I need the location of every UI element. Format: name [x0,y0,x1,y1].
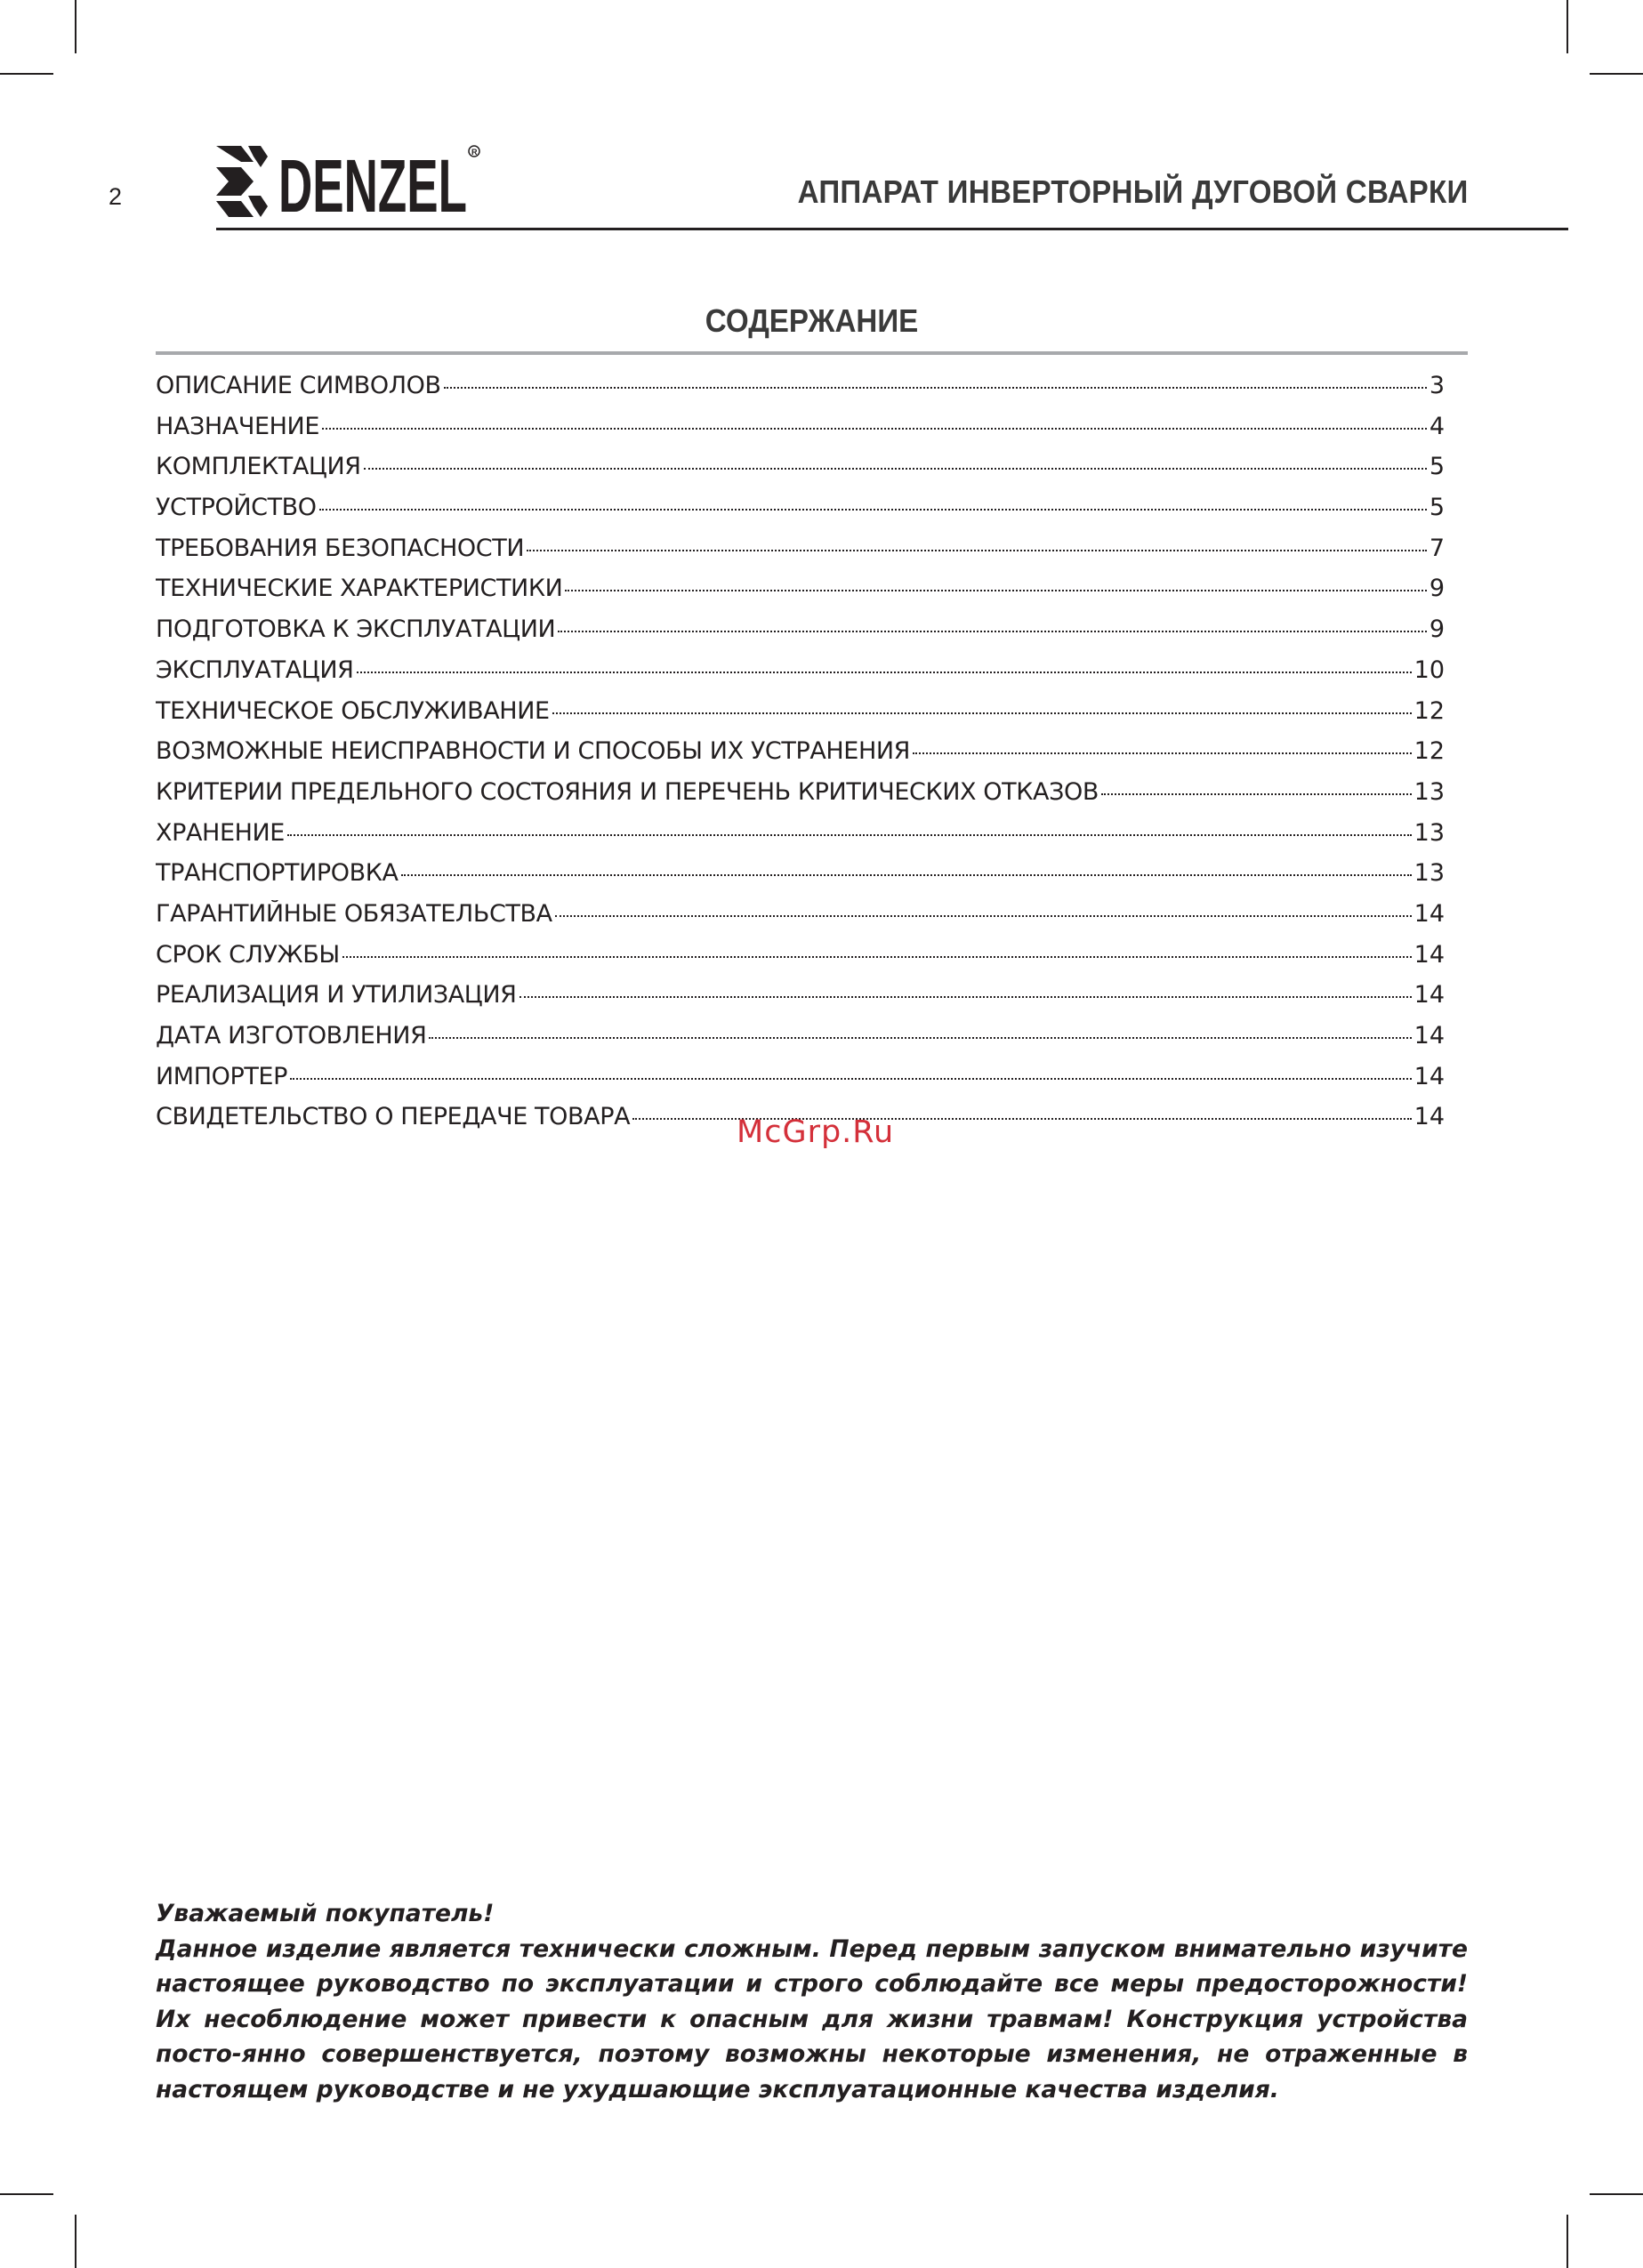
toc-list [156,372,1445,1144]
toc-item-page: 14 [1413,940,1445,969]
toc-item[interactable] [156,1022,1445,1063]
toc-item[interactable] [156,656,1445,697]
toc-item-label: КОМПЛЕКТАЦИЯ [156,453,361,481]
toc-item[interactable] [156,372,1445,413]
toc-title: СОДЕРЖАНИЕ [705,302,919,339]
toc-item[interactable] [156,413,1445,454]
toc-leader [401,874,1412,876]
toc-item-label: ГАРАНТИЙНЫЕ ОБЯЗАТЕЛЬСТВА [156,899,552,928]
toc-item-page: 13 [1413,859,1445,888]
toc-item-page: 13 [1413,777,1445,806]
toc-item-label: КРИТЕРИИ ПРЕДЕЛЬНОГО СОСТОЯНИЯ И ПЕРЕЧЕНЬ КРИТИЧЕСКИХ ОТКАЗОВ [156,777,1099,806]
toc-item-label: РЕАЛИЗАЦИЯ И УТИЛИЗАЦИЯ [156,981,517,1009]
toc-leader [444,387,1427,389]
toc-item[interactable] [156,615,1445,656]
page-number: 2 [109,183,123,210]
toc-item-label: НАЗНАЧЕНИЕ [156,412,319,440]
toc-leader [555,915,1412,917]
toc-item[interactable] [156,778,1445,819]
toc-item[interactable] [156,575,1445,615]
toc-item-label: ДАТА ИЗГОТОВЛЕНИЯ [156,1022,427,1050]
toc-item-page: 14 [1413,1022,1445,1050]
crop-mark [1590,73,1643,75]
crop-mark [0,2193,53,2195]
toc-item-page: 14 [1413,981,1445,1009]
toc-leader [519,996,1412,998]
toc-leader [364,468,1427,470]
toc-item-page: 9 [1429,615,1445,644]
toc-item-page: 10 [1413,655,1445,684]
toc-leader [565,590,1426,591]
toc-leader [429,1037,1411,1039]
toc-item[interactable] [156,737,1445,778]
toc-item-label: ТЕХНИЧЕСКИЕ ХАРАКТЕРИСТИКИ [156,575,563,603]
toc-item[interactable] [156,1063,1445,1104]
toc-item-label: УСТРОЙСТВО [156,494,317,522]
toc-item[interactable] [156,535,1445,575]
toc-item[interactable] [156,453,1445,494]
toc-item-page: 9 [1429,575,1445,603]
watermark[interactable]: McGrp.Ru [737,1114,895,1150]
toc-item-page: 14 [1413,899,1445,928]
toc-item-label: ВОЗМОЖНЫЕ НЕИСПРАВНОСТИ И СПОСОБЫ ИХ УСТРАНЕНИЯ [156,737,911,766]
toc-leader [527,550,1427,551]
notice-text: Данное изделие является технически сложным. Перед первым запуском внимательно изучите настоящее руководство по эксплуатации и строго соблюдайте все меры предосторожности! Их несоблюдение может привести к опасным для жизни травмам! Конструкция устройства посто-янно совершенствуется, поэтому возможны некоторые изменения, не отраженные в настоящем руководстве и не ухудшающие эксплуатационные качества изделия. [156,1934,1468,2103]
toc-item-label: ИМПОРТЕР [156,1062,287,1090]
toc-item-label: ТРЕБОВАНИЯ БЕЗОПАСНОСТИ [156,534,525,562]
svg-text:R: R [471,148,478,157]
crop-mark [0,73,53,75]
crop-mark [75,2215,77,2268]
toc-item-label: ТРАНСПОРТИРОВКА [156,859,399,888]
toc-item-label: ЭКСПЛУАТАЦИЯ [156,655,354,684]
header-title: АППАРАТ ИНВЕРТОРНЫЙ ДУГОВОЙ СВАРКИ [797,173,1469,210]
toc-item[interactable] [156,941,1445,982]
toc-item-label: ХРАНЕНИЕ [156,818,285,847]
toc-item-label: ПОДГОТОВКА К ЭКСПЛУАТАЦИИ [156,615,556,644]
toc-leader [290,1078,1412,1080]
toc-leader [1101,793,1412,795]
toc-leader [558,631,1426,632]
notice-greeting: Уважаемый покупатель! [156,1900,495,1927]
toc-item-page: 14 [1413,1062,1445,1090]
toc-item[interactable] [156,494,1445,535]
toc-item[interactable] [156,900,1445,941]
crop-mark [1590,2193,1643,2195]
toc-title-rule [156,351,1468,355]
toc-item-page: 13 [1413,818,1445,847]
toc-leader [342,956,1412,958]
toc-leader [322,428,1427,430]
toc-item-page: 5 [1429,453,1445,481]
toc-item-page: 14 [1413,1103,1445,1131]
toc-leader [287,834,1412,836]
crop-mark [75,0,77,53]
toc-item-label: СРОК СЛУЖБЫ [156,940,340,969]
header-rule [216,228,1568,230]
toc-item[interactable] [156,981,1445,1022]
crop-mark [1566,2215,1568,2268]
toc-leader [357,672,1412,673]
toc-item[interactable] [156,859,1445,900]
denzel-logo [214,142,481,219]
toc-item-label: СВИДЕТЕЛЬСТВО О ПЕРЕДАЧЕ ТОВАРА [156,1103,631,1131]
toc-item-page: 7 [1429,534,1445,562]
customer-notice [156,1896,1468,2107]
toc-item[interactable] [156,819,1445,860]
toc-item-page: 3 [1429,372,1445,399]
toc-item-label: ОПИСАНИЕ СИМВОЛОВ [156,372,441,399]
toc-leader [913,752,1412,754]
toc-item-page: 12 [1413,737,1445,766]
toc-item-page: 5 [1429,494,1445,522]
toc-item-page: 12 [1413,696,1445,725]
toc-item[interactable] [156,697,1445,738]
crop-mark [1566,0,1568,53]
svg-text:DENZEL: DENZEL [278,144,467,219]
toc-item-label: ТЕХНИЧЕСКОЕ ОБСЛУЖИВАНИЕ [156,696,550,725]
toc-leader [319,509,1427,511]
toc-item-page: 4 [1429,412,1445,440]
toc-leader [552,712,1412,714]
